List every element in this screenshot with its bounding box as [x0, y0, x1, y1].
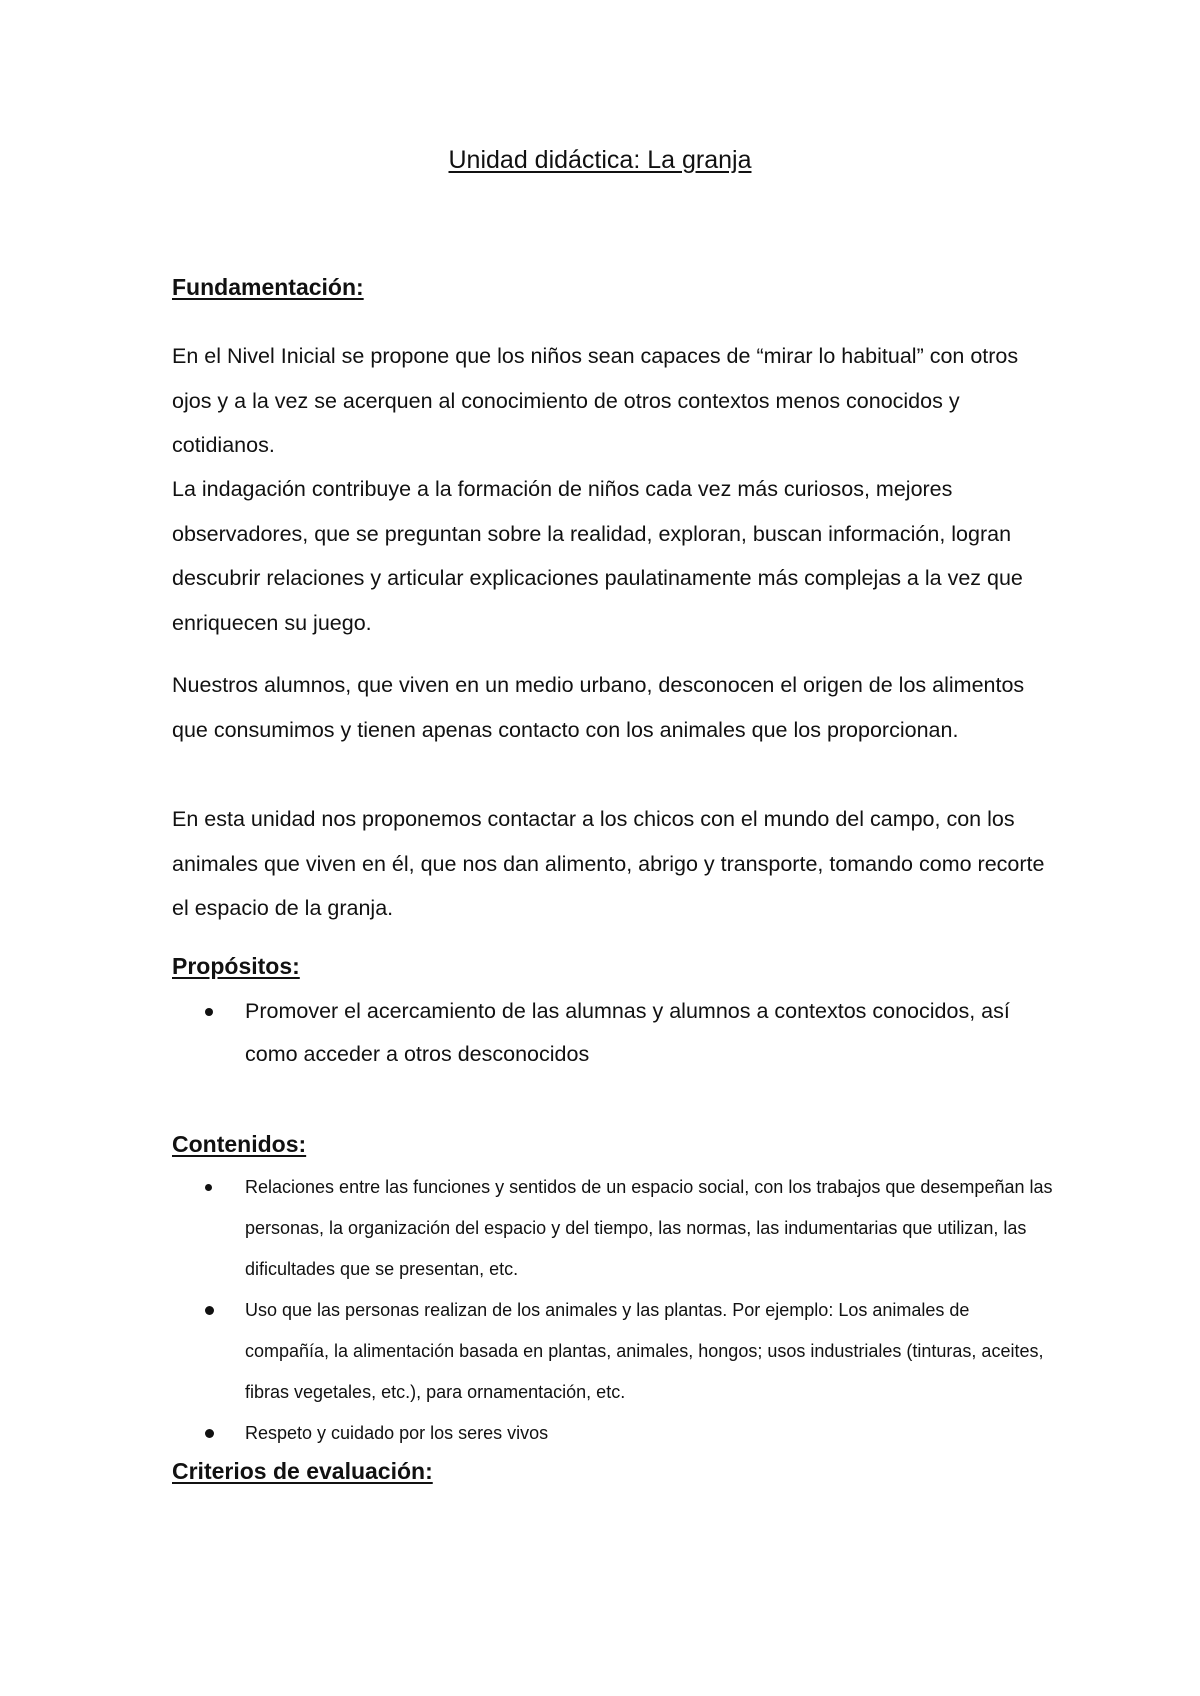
- paragraph-fundamentacion-4: En esta unidad nos proponemos contactar a los chicos con el mundo del campo, con los animales que viven en él, que nos dan alimento, abrigo y transporte, tomando como recorte el espacio de la granja.: [172, 807, 1045, 920]
- heading-contenidos: Contenidos:: [172, 1131, 307, 1157]
- heading-criterios: Criterios de evaluación:: [172, 1458, 433, 1484]
- bullet-icon: [205, 1008, 213, 1016]
- bullet-icon: [205, 1429, 214, 1438]
- document-title: Unidad didáctica: La granja: [448, 146, 752, 174]
- paragraph-fundamentacion-3: Nuestros alumnos, que viven en un medio urbano, desconocen el origen de los alimentos que consumimos y tienen apenas contacto con los animales que los proporcionan.: [172, 673, 1025, 742]
- propositos-list: [172, 990, 1055, 1076]
- list-item-text: Promover el acercamiento de las alumnas y alumnos a contextos conocidos, así como acceder a otros desconocidos: [245, 999, 1010, 1066]
- paragraph-fundamentacion-1: En el Nivel Inicial se propone que los niños sean capaces de “mirar lo habitual” con otros ojos y a la vez se acerquen al conocimiento de otros contextos menos conocidos y cotidianos.: [172, 344, 1019, 457]
- contenidos-list: [172, 1167, 1055, 1454]
- paragraph-fundamentacion-2: La indagación contribuye a la formación de niños cada vez más curiosos, mejores observadores, que se preguntan sobre la realidad, exploran, buscan información, logran descubrir relaciones y articular explicaciones paulatinamente más complejas a la vez que enriquecen su juego.: [172, 477, 1023, 635]
- bullet-icon: [205, 1306, 214, 1315]
- list-item-text: Uso que las personas realizan de los animales y las plantas. Por ejemplo: Los animales de compañía, la alimentación basada en plantas, animales, hongos; usos industriales (tinturas, aceites, fibras vegetales, etc.), para ornamentación, etc.: [245, 1300, 1044, 1402]
- bullet-icon: [205, 1184, 212, 1191]
- list-item-text: Respeto y cuidado por los seres vivos: [245, 1423, 549, 1443]
- heading-fundamentacion: Fundamentación:: [172, 274, 364, 300]
- list-item-text: Relaciones entre las funciones y sentidos de un espacio social, con los trabajos que desempeñan las personas, la organización del espacio y del tiempo, las normas, las indumentarias que utilizan, las dificultades que se presentan, etc.: [245, 1177, 1053, 1279]
- heading-propositos: Propósitos:: [172, 953, 300, 979]
- list-item: [172, 990, 1055, 1076]
- list-item: [172, 1167, 1055, 1290]
- list-item: [172, 1413, 1055, 1454]
- list-item: [172, 1290, 1055, 1413]
